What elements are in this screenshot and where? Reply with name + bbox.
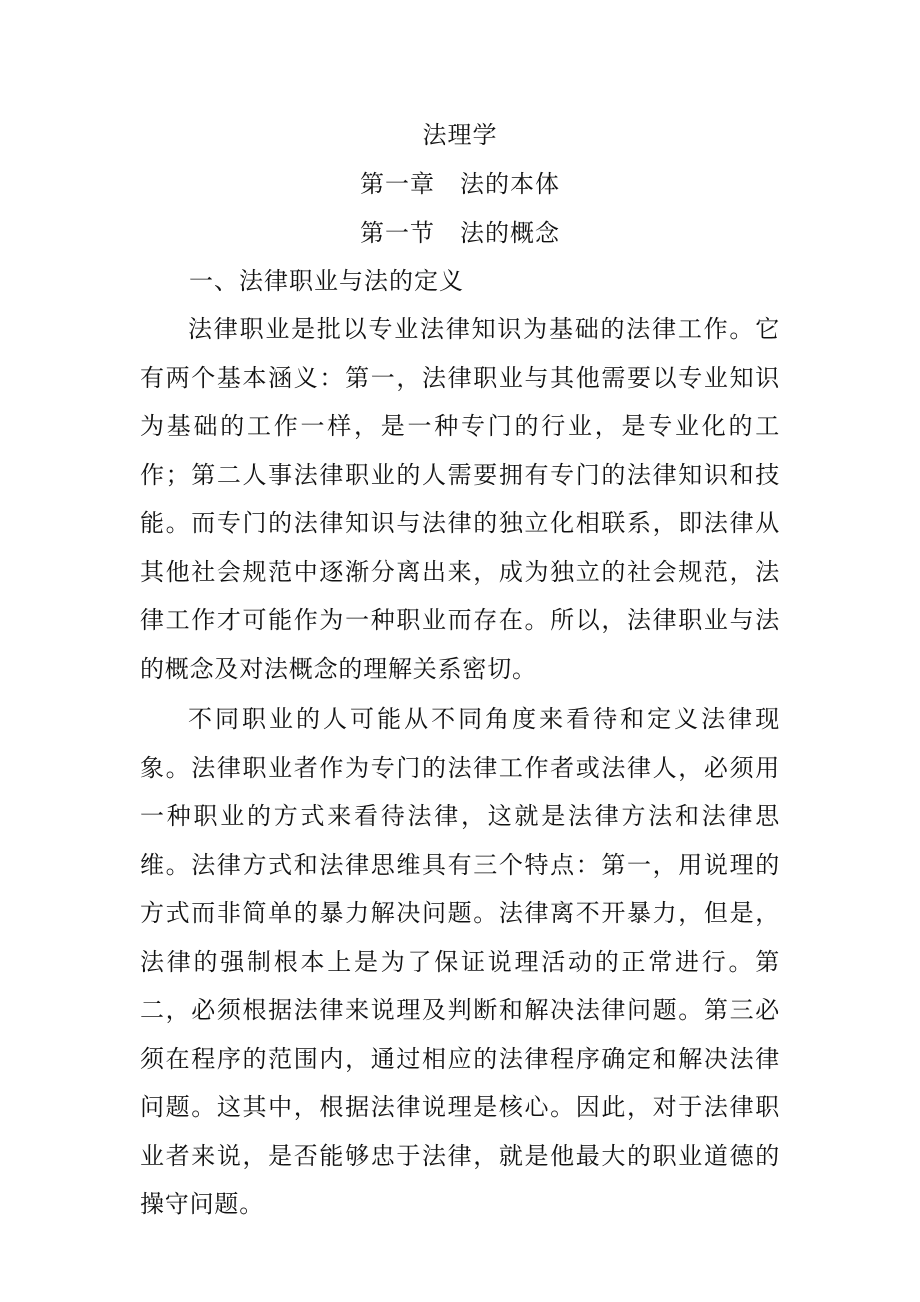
paragraph-legal-thinking: 不同职业的人可能从不同角度来看待和定义法律现象。法律职业者作为专门的法律工作者或法律人，必须用一种职业的方式来看待法律，这就是法律方法和法律思维。法律方式和法律思维具有三个特点：第一，用说理的方式而非简单的暴力解决问题。法律离不开暴力，但是，法律的强制根本上是为了保证说理活动的正常进行。第二，必须根据法律来说理及判断和解决法律问题。第三必须在程序的范围内，通过相应的法律程序确定和解决法律问题。这其中，根据法律说理是核心。因此，对于法律职业者来说，是否能够忠于法律，就是他最大的职业道德的操守问题。	[140, 705, 780, 1218]
section-heading: 第一节 法的概念	[360, 219, 560, 247]
chapter-heading: 第一章 法的本体	[360, 170, 560, 198]
subsection-heading: 一、法律职业与法的定义	[189, 267, 464, 295]
paragraph-legal-profession: 法律职业是批以专业法律知识为基础的法律工作。它有两个基本涵义：第一，法律职业与其他需要以专业知识为基础的工作一样，是一种专门的行业，是专业化的工作；第二人事法律职业的人需要拥有专门的法律知识和技能。而专门的法律知识与法律的独立化相联系，即法律从其他社会规范中逐渐分离出来，成为独立的社会规范，法律工作才可能作为一种职业而存在。所以，法律职业与法的概念及对法概念的理解关系密切。	[140, 315, 780, 683]
document-title: 法理学	[422, 121, 498, 149]
